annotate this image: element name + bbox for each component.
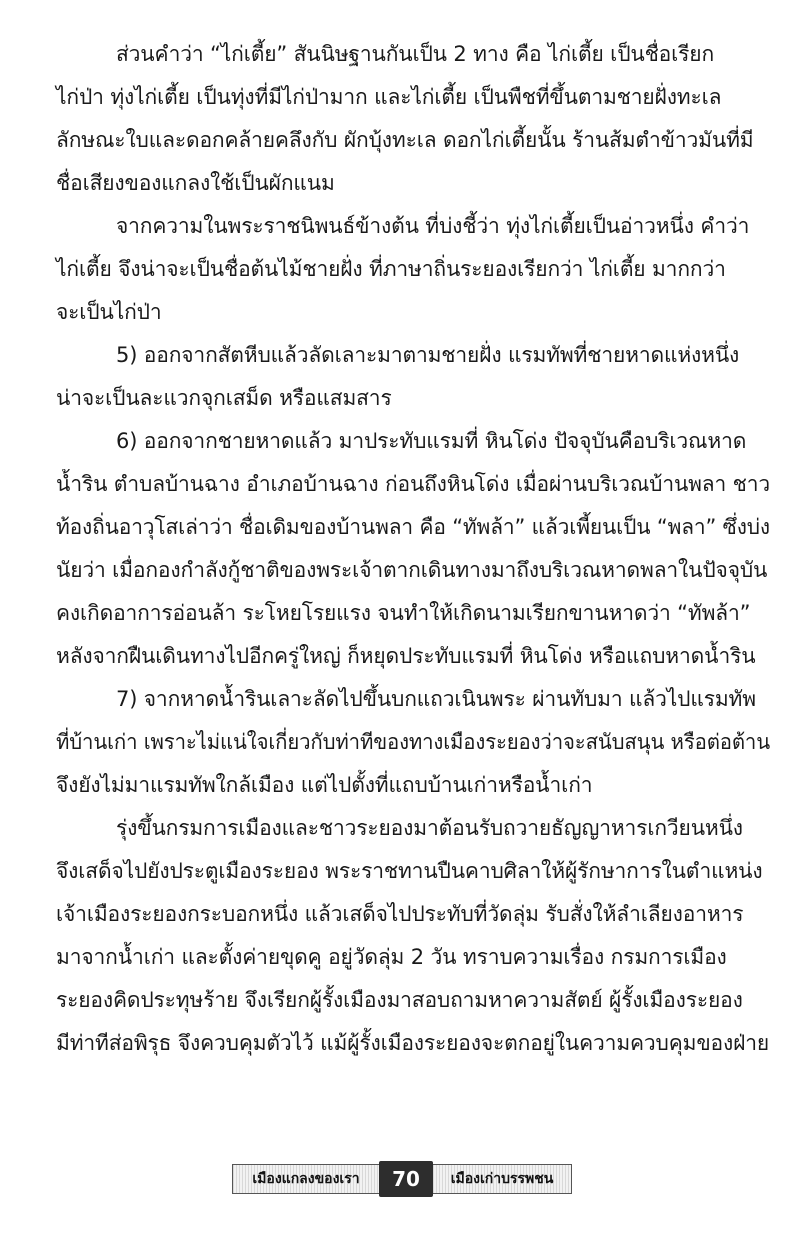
text-line: 5) ออกจากสัตหีบแล้วลัดเลาะมาตามชายฝั่ง แรมทัพที่ชายหาดแห่งหนึ่ง bbox=[116, 343, 740, 367]
text-line: คงเกิดอาการอ่อนล้า ระโหยโรยแรง จนทำให้เกิดนามเรียกขานหาดว่า “ทัพล้า” bbox=[56, 601, 751, 625]
text-line: ระยองคิดประทุษร้าย จึงเรียกผู้รั้งเมืองมาสอบถามหาความสัตย์ ผู้รั้งเมืองระยอง bbox=[56, 988, 743, 1012]
footer-book-title: เมืองแกลงของเรา bbox=[232, 1164, 379, 1194]
text-line: จึงเสด็จไปยังประตูเมืองระยอง พระราชทานปืนคาบศิลาให้ผู้รักษาการในตำแหน่ง bbox=[56, 859, 763, 883]
text-line: รุ่งขึ้นกรมการเมืองและชาวระยองมาต้อนรับถวายธัญญาหารเกวียนหนึ่ง bbox=[116, 816, 743, 840]
text-line: 6) ออกจากชายหาดแล้ว มาประทับแรมที่ หินโด่ง ปัจจุบันคือบริเวณหาด bbox=[116, 429, 747, 453]
footer-chapter-title: เมืองเก่าบรรพชน bbox=[433, 1164, 572, 1194]
text-line: ที่บ้านเก่า เพราะไม่แน่ใจเกี่ยวกับท่าทีของทางเมืองระยองว่าจะสนับสนุน หรือต่อต้าน bbox=[56, 730, 770, 754]
text-line: จากความในพระราชนิพนธ์ข้างต้น ที่บ่งชี้ว่า ทุ่งไก่เตี้ยเป็นอ่าวหนึ่ง คำว่า bbox=[116, 214, 750, 238]
text-line: 7) จากหาดน้ำรินเลาะลัดไปขึ้นบกแถวเนินพระ ผ่านทับมา แล้วไปแรมทัพ bbox=[116, 687, 756, 711]
text-line: ส่วนคำว่า “ไก่เตี้ย” สันนิษฐานกันเป็น 2 ทาง คือ ไก่เตี้ย เป็นชื่อเรียก bbox=[116, 42, 715, 66]
text-line: เจ้าเมืองระยองกระบอกหนึ่ง แล้วเสด็จไปประทับที่วัดลุ่ม รับสั่งให้ลำเลียงอาหาร bbox=[56, 902, 744, 926]
text-line: จะเป็นไก่ป่า bbox=[56, 300, 162, 324]
text-line: นัยว่า เมื่อกองกำลังกู้ชาติของพระเจ้าตากเดินทางมาถึงบริเวณหาดพลาในปัจจุบัน bbox=[56, 558, 768, 582]
text-line: ลักษณะใบและดอกคล้ายคลึงกับ ผักบุ้งทะเล ดอกไก่เตี้ยนั้น ร้านส้มตำข้าวมันที่มี bbox=[56, 128, 754, 152]
text-line: มีท่าทีส่อพิรุธ จึงควบคุมตัวไว้ แม้ผู้รั้งเมืองระยองจะตกอยู่ในความควบคุมของฝ่าย bbox=[56, 1031, 770, 1055]
text-line: ท้องถิ่นอาวุโสเล่าว่า ชื่อเดิมของบ้านพลา คือ “ทัพล้า” แล้วเพี้ยนเป็น “พลา” ซึ่งบ่ง bbox=[56, 515, 770, 539]
text-line: ไก่ป่า ทุ่งไก่เตี้ย เป็นทุ่งที่มีไก่ป่ามาก และไก่เตี้ย เป็นพืชที่ขึ้นตามชายฝั่งทะเล bbox=[56, 85, 722, 109]
text-line: น่าจะเป็นละแวกจุกเสม็ด หรือแสมสาร bbox=[56, 386, 392, 410]
text-line: หลังจากฝืนเดินทางไปอีกครู่ใหญ่ ก็หยุดประทับแรมที่ หินโด่ง หรือแถบหาดน้ำริน bbox=[56, 644, 756, 668]
text-line: มาจากน้ำเก่า และตั้งค่ายขุดคู อยู่วัดลุ่ม 2 วัน ทราบความเรื่อง กรมการเมือง bbox=[56, 945, 727, 969]
page-footer bbox=[232, 1161, 572, 1197]
text-line: ไก่เตี้ย จึงน่าจะเป็นชื่อต้นไม้ชายฝั่ง ที่ภาษาถิ่นระยองเรียกว่า ไก่เตี้ย มากกว่า bbox=[56, 257, 726, 281]
page-number: 70 bbox=[379, 1161, 433, 1197]
text-line: จึงยังไม่มาแรมทัพใกล้เมือง แต่ไปตั้งที่แถบบ้านเก่าหรือน้ำเก่า bbox=[56, 773, 593, 797]
text-line: ชื่อเสียงของแกลงใช้เป็นผักแนม bbox=[56, 171, 335, 195]
text-line: น้ำริน ตำบลบ้านฉาง อำเภอบ้านฉาง ก่อนถึงหินโด่ง เมื่อผ่านบริเวณบ้านพลา ชาว bbox=[56, 472, 770, 496]
